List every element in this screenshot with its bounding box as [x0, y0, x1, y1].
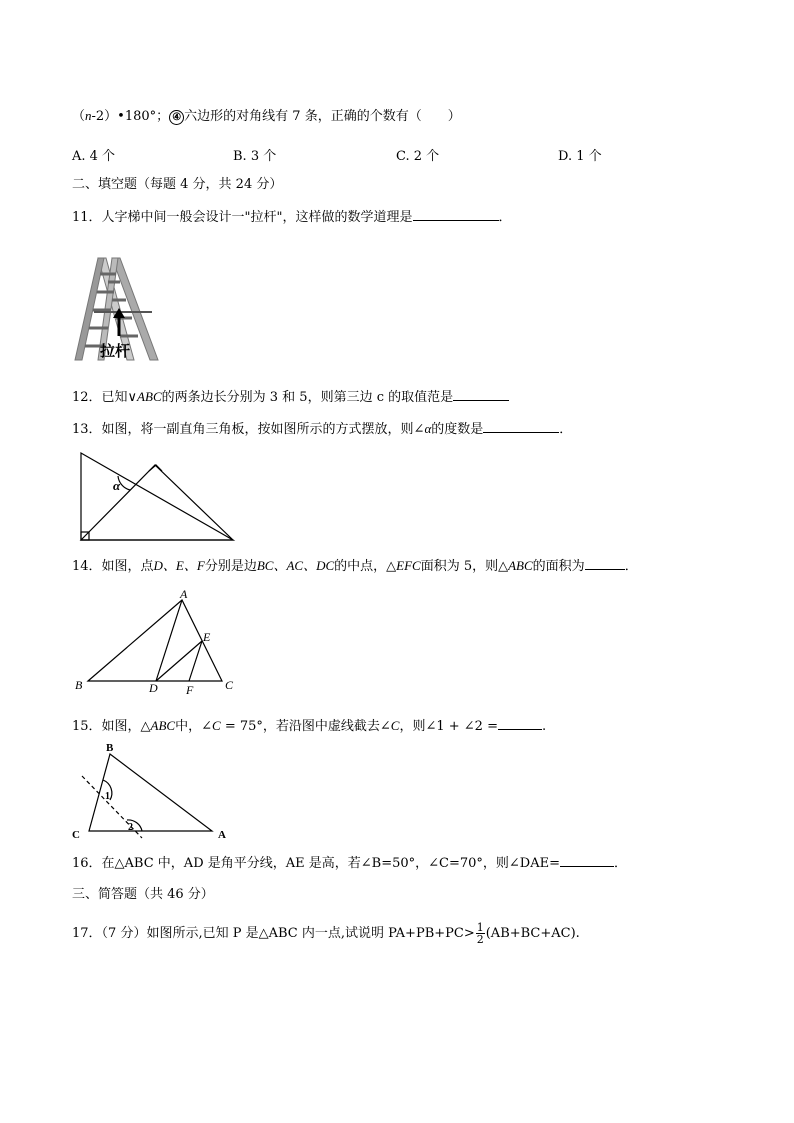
label-b: B — [75, 678, 83, 692]
question-17: 17．（7 分）如图所示,已知 P 是△ABC 内一点,试说明 PA+PB+PC> $\frac{1}{2}$ (AB+BC+AC). — [72, 921, 580, 946]
ladder-label: 拉杆 — [100, 342, 131, 360]
question-13: 13．如图，将一副直角三角板，按如图所示的方式摆放，则∠α的度数是 ． — [72, 421, 573, 437]
section-2-title: 二、填空题（每题 4 分，共 24 分） — [72, 177, 283, 192]
q15-answer-blank[interactable] — [498, 717, 542, 730]
label-c: C — [72, 829, 80, 841]
label-a: A — [180, 587, 188, 601]
label-e: E — [203, 630, 211, 644]
angle-2-label: 2 — [128, 822, 133, 833]
label-b: B — [106, 742, 114, 754]
q10-option-b[interactable]: B. 3 个 — [233, 149, 277, 164]
question-11: 11．人字梯中间一般会设计一"拉杆"，这样做的数学道理是 ． — [72, 210, 512, 225]
q10-tail-line: （n-2）•180°； ④ 六边形的对角线有 7 条，正确的个数有（ ） — [72, 108, 461, 124]
q13-answer-blank[interactable] — [483, 420, 559, 433]
question-16: 16．在△ABC 中，AD 是角平分线，AE 是高，若∠B=50°，∠C=70°，则∠DAE= ． — [72, 856, 628, 871]
q16-answer-blank[interactable] — [560, 854, 614, 867]
label-a: A — [218, 829, 226, 841]
question-12: 12．已知∨ABC的两条边长分别为 3 和 5，则第三边 c 的取值范是 — [72, 388, 509, 407]
q10-option-a[interactable]: A. 4 个 — [72, 149, 116, 164]
one-half-fraction: $\frac{1}{2}$ — [476, 921, 484, 946]
angle-1-label: 1 — [105, 791, 110, 802]
triangle-cut-figure — [72, 742, 237, 842]
section-3-title: 三、简答题（共 46 分） — [72, 887, 214, 902]
label-c: C — [225, 678, 234, 692]
set-squares-figure — [78, 452, 238, 542]
ladder-figure — [72, 252, 162, 364]
q14-answer-blank[interactable] — [585, 557, 625, 570]
circled-number-four: ④ — [169, 110, 184, 125]
triangle-abc-midpoints-figure — [72, 587, 242, 697]
label-d: D — [149, 681, 158, 695]
question-15: 15．如图，△ABC中，∠C = 75°，若沿图中虚线截去∠C，则∠1 + ∠2 = . — [72, 718, 547, 734]
q10-option-d[interactable]: D. 1 个 — [558, 149, 602, 164]
label-f: F — [186, 683, 194, 697]
alpha-label: α — [113, 478, 121, 493]
q11-answer-blank[interactable] — [413, 208, 499, 221]
question-14: 14．如图，点D、E、F分别是边BC、AC、DC的中点，△EFC面积为 5，则△ABC的面积为 ． — [72, 558, 638, 574]
q12-answer-blank[interactable] — [453, 388, 509, 401]
q10-option-c[interactable]: C. 2 个 — [396, 149, 440, 164]
